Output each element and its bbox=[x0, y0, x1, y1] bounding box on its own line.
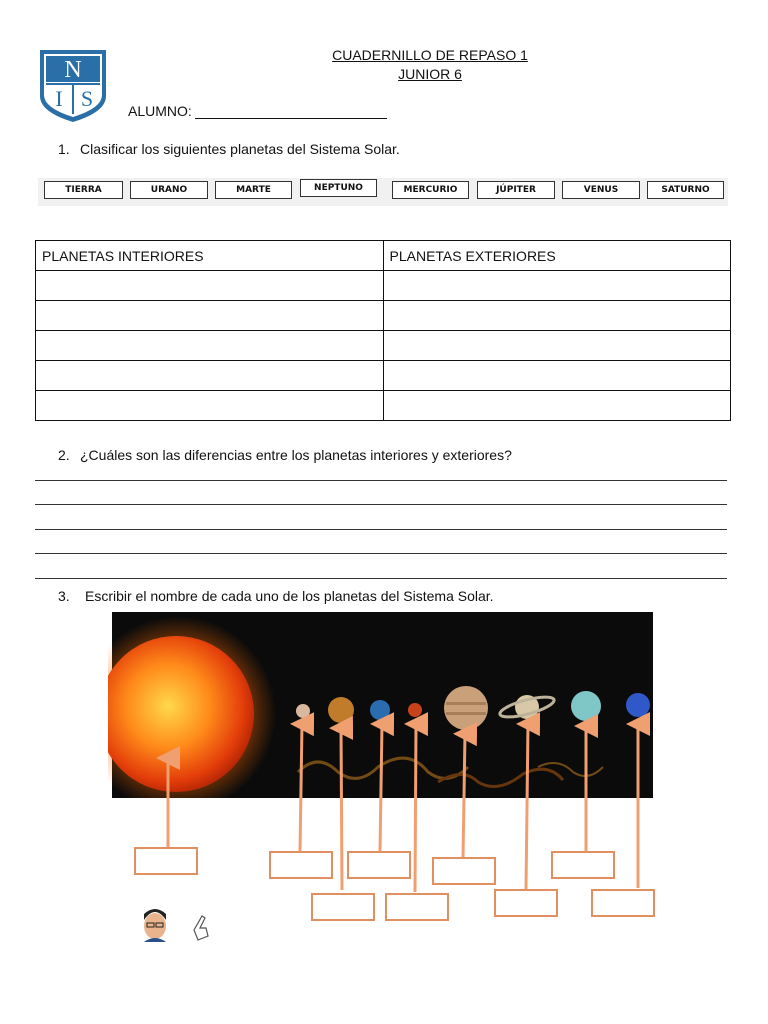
question-text: Clasificar los siguientes planetas del Sistema Solar. bbox=[80, 141, 400, 157]
arrow-mercury bbox=[300, 724, 302, 852]
question-text: Escribir el nombre de cada uno de los planetas del Sistema Solar. bbox=[85, 588, 494, 604]
label-box-jupiter[interactable] bbox=[433, 858, 495, 884]
planet-mars bbox=[408, 703, 422, 717]
jupiter-band bbox=[446, 702, 486, 705]
table-cell[interactable] bbox=[36, 331, 384, 361]
label-box-mars[interactable] bbox=[386, 894, 448, 920]
answer-line[interactable] bbox=[35, 553, 727, 554]
student-name-field[interactable] bbox=[195, 118, 387, 119]
word-card[interactable]: SATURNO bbox=[647, 181, 724, 199]
arrow-venus bbox=[341, 728, 342, 890]
label-box-sun[interactable] bbox=[135, 848, 197, 874]
student-label: ALUMNO: bbox=[128, 103, 192, 119]
question-number: 2. bbox=[58, 447, 70, 463]
logo-letter-i: I bbox=[55, 86, 63, 111]
table-cell[interactable] bbox=[383, 331, 731, 361]
label-box-mercury[interactable] bbox=[270, 852, 332, 878]
table-cell[interactable] bbox=[383, 271, 731, 301]
label-box-uranus[interactable] bbox=[552, 852, 614, 878]
jupiter-band bbox=[446, 712, 486, 715]
question-number: 1. bbox=[58, 141, 70, 157]
word-card[interactable]: JÚPITER bbox=[477, 181, 555, 199]
logo-letter-n: N bbox=[64, 57, 82, 83]
label-box-neptune[interactable] bbox=[592, 890, 654, 916]
answer-line[interactable] bbox=[35, 578, 727, 579]
table-cell[interactable] bbox=[36, 361, 384, 391]
label-box-earth[interactable] bbox=[348, 852, 410, 878]
question-text: ¿Cuáles son las diferencias entre los planetas interiores y exteriores? bbox=[80, 447, 512, 463]
word-card[interactable]: URANO bbox=[130, 181, 208, 199]
arrow-mars bbox=[415, 724, 416, 892]
solar-system-diagram bbox=[108, 612, 660, 942]
question-number: 3. bbox=[58, 588, 70, 604]
answer-line[interactable] bbox=[35, 480, 727, 481]
table-cell[interactable] bbox=[383, 391, 731, 421]
planet-mercury bbox=[296, 704, 310, 718]
word-bank bbox=[38, 178, 728, 206]
planet-jupiter bbox=[444, 686, 488, 730]
word-card[interactable]: NEPTUNO bbox=[300, 179, 377, 197]
classification-table bbox=[35, 240, 731, 421]
arrow-jupiter bbox=[463, 734, 465, 858]
table-cell[interactable] bbox=[383, 301, 731, 331]
planet-uranus bbox=[571, 691, 601, 721]
answer-line[interactable] bbox=[35, 529, 727, 530]
label-box-venus[interactable] bbox=[312, 894, 374, 920]
label-box-saturn[interactable] bbox=[495, 890, 557, 916]
word-card[interactable]: TIERRA bbox=[44, 181, 123, 199]
planet-neptune bbox=[626, 693, 650, 717]
word-card[interactable]: MARTE bbox=[215, 181, 292, 199]
page-title: CUADERNILLO DE REPASO 1 bbox=[332, 47, 528, 63]
logo-letter-s: S bbox=[80, 86, 94, 111]
planet-earth bbox=[370, 700, 390, 720]
arrow-earth bbox=[380, 724, 382, 852]
planet-venus bbox=[328, 697, 354, 723]
answer-line[interactable] bbox=[35, 504, 727, 505]
word-card[interactable]: MERCURIO bbox=[392, 181, 469, 199]
table-cell[interactable] bbox=[36, 271, 384, 301]
school-logo bbox=[38, 48, 108, 124]
word-card[interactable]: VENUS bbox=[562, 181, 640, 199]
arrow-saturn bbox=[526, 724, 528, 890]
column-header-outer: PLANETAS EXTERIORES bbox=[383, 241, 731, 271]
table-cell[interactable] bbox=[36, 391, 384, 421]
table-cell[interactable] bbox=[36, 301, 384, 331]
column-header-inner: PLANETAS INTERIORES bbox=[36, 241, 384, 271]
table-cell[interactable] bbox=[383, 361, 731, 391]
page-subtitle: JUNIOR 6 bbox=[398, 66, 462, 82]
